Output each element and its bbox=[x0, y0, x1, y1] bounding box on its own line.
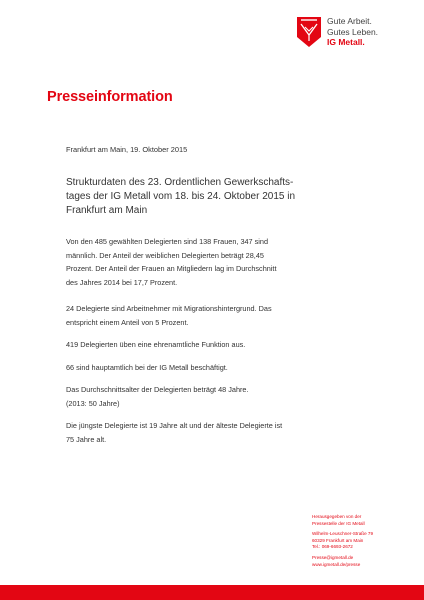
headline-line: tages der IG Metall vom 18. bis 24. Oktober 2015 in bbox=[66, 191, 296, 202]
paragraph-line: 66 sind hauptamtlich bei der IG Metall beschäftigt. bbox=[66, 363, 228, 372]
headline-line: Strukturdaten des 23. Ordentlichen Gewerkschafts- bbox=[66, 177, 294, 188]
paragraph-line: 419 Delegierten üben eine ehrenamtliche Funktion aus. bbox=[66, 340, 246, 349]
slogan-line-2: Gutes Leben. bbox=[327, 26, 379, 37]
paragraph-line: männlich. Der Anteil der weiblichen Delegierten beträgt 28,45 bbox=[66, 250, 264, 260]
brand-name: IG Metall. bbox=[327, 37, 365, 47]
ig-metall-logo-icon bbox=[297, 17, 321, 47]
document-title: Presseinformation bbox=[47, 89, 173, 105]
paragraph-line: Von den 485 gewählten Delegierten sind 138 Frauen, 347 sind bbox=[66, 237, 269, 246]
address-line: Wilhelm-Leuschner-Straße 79 bbox=[312, 531, 374, 537]
headline bbox=[66, 176, 356, 218]
paragraph-line: Prozent. Der Anteil der Frauen an Mitgliedern lag im Durchschnitt bbox=[66, 264, 277, 274]
paragraph-line: (2013: 50 Jahre) bbox=[66, 398, 120, 408]
paragraph-line: Die jüngste Delegierte ist 19 Jahre alt und der älteste Delegierte ist bbox=[66, 421, 283, 430]
paragraph-line: entspricht einem Anteil von 5 Prozent. bbox=[66, 317, 189, 327]
email-link[interactable]: Presse@igmetall.de bbox=[312, 554, 354, 560]
paragraph-age-range bbox=[66, 419, 366, 446]
paragraph-average-age bbox=[66, 383, 366, 410]
headline-line: Frankfurt am Main bbox=[66, 205, 148, 216]
publisher-line: Herausgegeben von der bbox=[312, 514, 362, 519]
document-date: Frankfurt am Main, 19. Oktober 2015 bbox=[66, 145, 188, 154]
paragraph-delegates bbox=[66, 235, 366, 289]
web-link[interactable]: www.igmetall.de/presse bbox=[312, 561, 361, 567]
bottom-red-bar bbox=[0, 585, 424, 600]
paragraph-line: des Jahres 2014 bei 17,7 Prozent. bbox=[66, 277, 178, 287]
slogan bbox=[327, 16, 378, 48]
slogan-line-1: Gute Arbeit. bbox=[327, 16, 372, 26]
phone-number: Tel.: 069-6693-2672 bbox=[312, 544, 353, 550]
paragraph-fulltime bbox=[66, 361, 366, 375]
address-line: 60329 Frankfurt am Main bbox=[312, 537, 364, 543]
paragraph-line: Das Durchschnittsalter der Delegierten beträgt 48 Jahre. bbox=[66, 385, 249, 394]
paragraph-line: 24 Delegierte sind Arbeitnehmer mit Migrationshintergrund. Das bbox=[66, 304, 272, 313]
paragraph-line: 75 Jahre alt. bbox=[66, 434, 107, 444]
footer-contact bbox=[312, 514, 412, 568]
paragraph-migration bbox=[66, 302, 366, 329]
publisher-line: Pressestelle der IG Metall bbox=[312, 520, 365, 526]
paragraph-volunteer bbox=[66, 338, 366, 352]
